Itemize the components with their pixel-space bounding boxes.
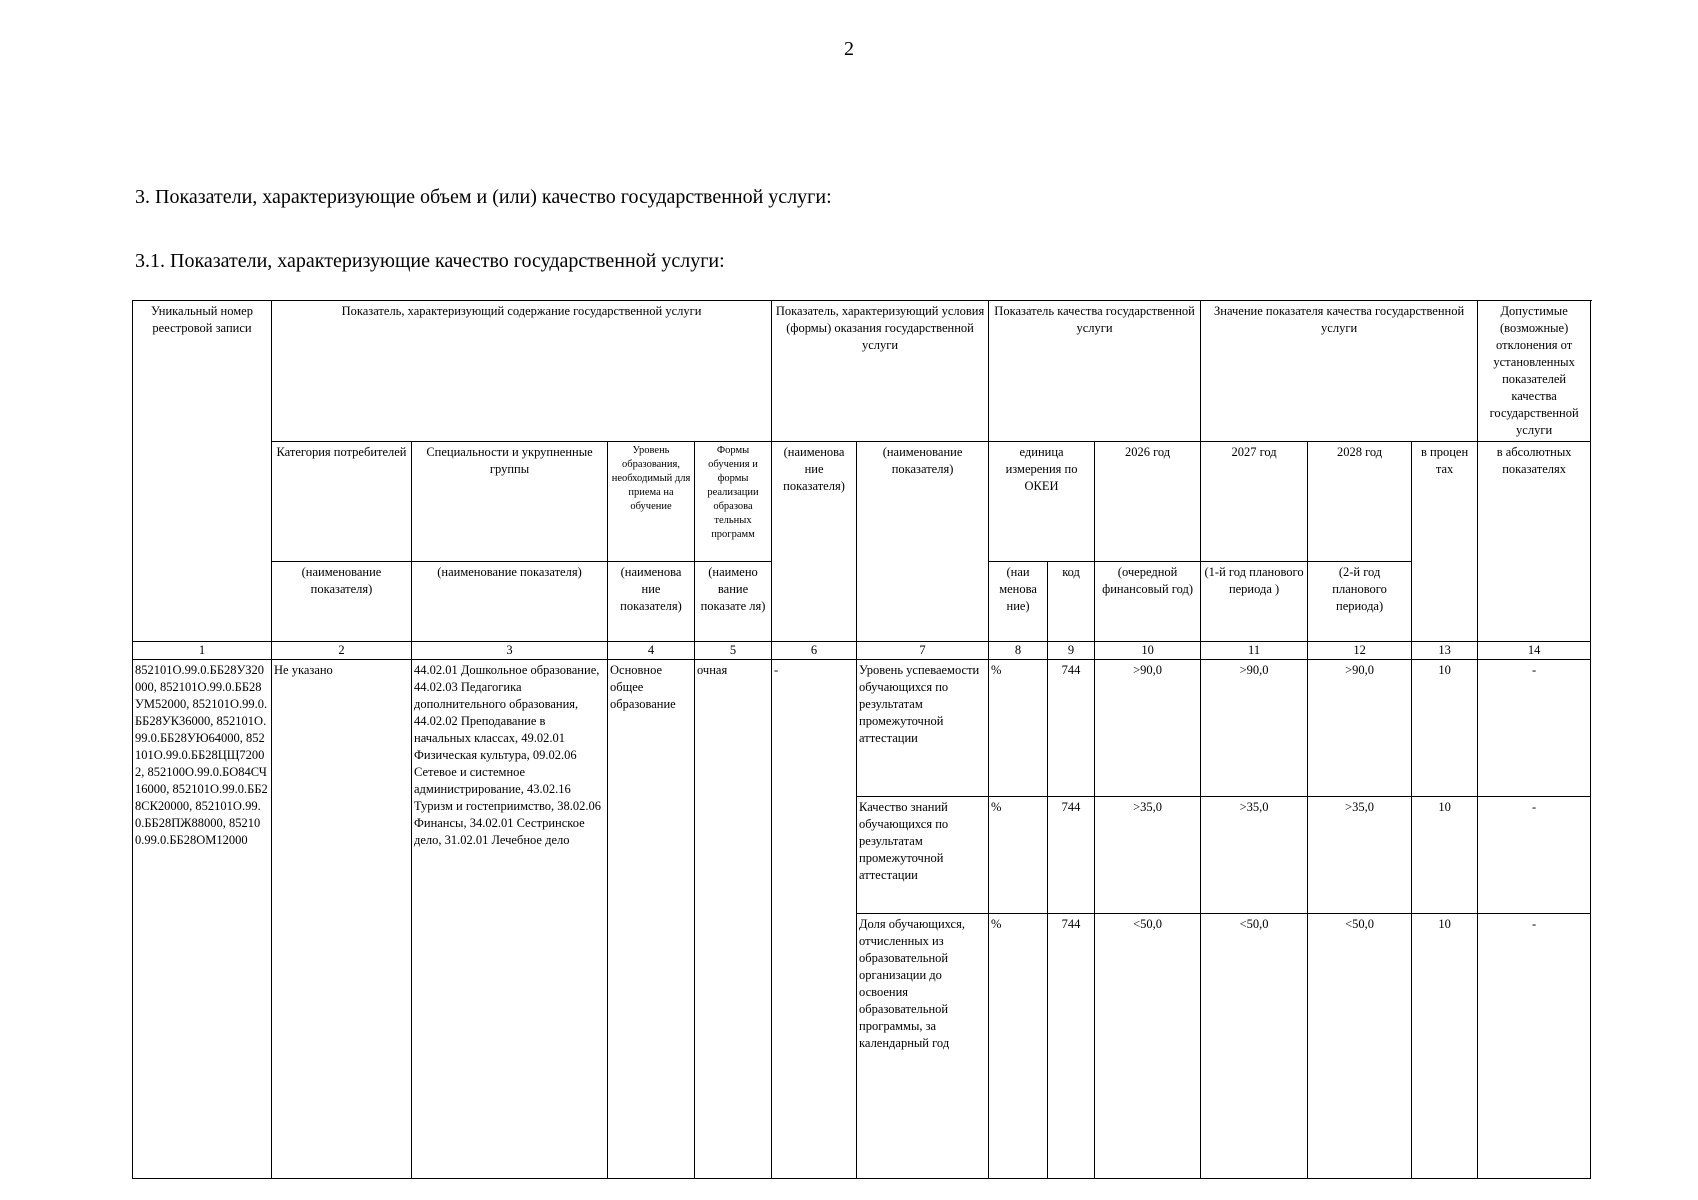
header-in-percent: в процен тах (1412, 442, 1478, 642)
value-2027: <50,0 (1201, 914, 1308, 1179)
value-2026: >90,0 (1095, 660, 1201, 797)
subheader-2026: (очередной финансовый год) (1095, 562, 1201, 642)
value-2027: >90,0 (1201, 660, 1308, 797)
subheader-category: (наименование показателя) (272, 562, 412, 642)
header-year-2026: 2026 год (1095, 442, 1201, 562)
header-unit: единица измерения по ОКЕИ (989, 442, 1095, 562)
section-heading-3-1: 3.1. Показатели, характеризующие качество государственной услуги: (135, 250, 725, 272)
header-content-group: Показатель, характеризующий содержание государственной услуги (272, 301, 772, 442)
col-number: 12 (1308, 642, 1412, 660)
col-number: 5 (695, 642, 772, 660)
education-form: очная (695, 660, 772, 1179)
header-forms: Формы обучения и формы реализации образова тельных программ (695, 442, 772, 562)
col-number: 10 (1095, 642, 1201, 660)
value-2028: >90,0 (1308, 660, 1412, 797)
subheader-level: (наименова ние показателя) (608, 562, 695, 642)
registry-numbers: 852101О.99.0.ББ28УЗ20000, 852101О.99.0.ББ28УМ52000, 852101О.99.0.ББ28УК36000, 852101О.99.0.ББ28УЮ64000, 852101О.99.0.ББ28ЦЩ72002, 852100О.99.0.БО84СЧ16000, 852101О.99.0.ББ28СК20000, 852101О.99.0.ББ28ПЖ88000, 852100.99.0.ББ28ОМ12000 (133, 660, 272, 1179)
header-col6-name: (наименова ние показателя) (772, 442, 857, 642)
unit-code: 744 (1048, 797, 1095, 914)
column-number-row (133, 642, 1591, 660)
value-2028: >35,0 (1308, 797, 1412, 914)
deviation-absolute: - (1478, 914, 1591, 1179)
subheader-specialties: (наименование показателя) (412, 562, 608, 642)
col6-value: - (772, 660, 857, 1179)
header-year-2027: 2027 год (1201, 442, 1308, 562)
unit-name: % (989, 797, 1048, 914)
value-2027: >35,0 (1201, 797, 1308, 914)
header-year-2028: 2028 год (1308, 442, 1412, 562)
col-number: 3 (412, 642, 608, 660)
consumer-category: Не указано (272, 660, 412, 1179)
deviation-percent: 10 (1412, 660, 1478, 797)
header-in-absolute: в абсолютных показателях (1478, 442, 1591, 642)
col-number: 6 (772, 642, 857, 660)
value-2026: <50,0 (1095, 914, 1201, 1179)
header-col7-name: (наименование показателя) (857, 442, 989, 642)
col-number: 14 (1478, 642, 1591, 660)
deviation-percent: 10 (1412, 797, 1478, 914)
deviation-absolute: - (1478, 660, 1591, 797)
col-number: 8 (989, 642, 1048, 660)
unit-name: % (989, 914, 1048, 1179)
section-heading-3: 3. Показатели, характеризующие объем и (или) качество государственной услуги: (135, 186, 832, 208)
unit-name: % (989, 660, 1048, 797)
indicator-name: Уровень успеваемости обучающихся по результатам промежуточной аттестации (857, 660, 989, 797)
value-2026: >35,0 (1095, 797, 1201, 914)
header-conditions-group: Показатель, характеризующий условия (формы) оказания государственной услуги (772, 301, 989, 442)
deviation-absolute: - (1478, 797, 1591, 914)
specialties-list: 44.02.01 Дошкольное образование, 44.02.03 Педагогика дополнительного образования, 44.02.02 Преподавание в начальных классах, 49.02.01 Физическая культура, 09.02.06 Сетевое и системное администрирование, 43.02.16 Туризм и гостеприимство, 38.02.06 Финансы, 34.02.01 Сестринское дело, 31.02.01 Лечебное дело (412, 660, 608, 1179)
col-number: 1 (133, 642, 272, 660)
subheader-unit-name: (наи менова ние) (989, 562, 1048, 642)
subheader-2028: (2-й год планового периода) (1308, 562, 1412, 642)
table-row (133, 660, 1591, 797)
page-number: 2 (844, 38, 854, 60)
header-unique-number: Уникальный номер реестровой записи (133, 301, 272, 642)
subheader-unit-code: код (1048, 562, 1095, 642)
unit-code: 744 (1048, 914, 1095, 1179)
col-number: 13 (1412, 642, 1478, 660)
col-number: 2 (272, 642, 412, 660)
col-number: 11 (1201, 642, 1308, 660)
subheader-2027: (1-й год планового периода ) (1201, 562, 1308, 642)
col-number: 4 (608, 642, 695, 660)
col-number: 7 (857, 642, 989, 660)
indicator-name: Доля обучающихся, отчисленных из образовательной организации до освоения образовательной программы, за календарный год (857, 914, 989, 1179)
col-number: 9 (1048, 642, 1095, 660)
value-2028: <50,0 (1308, 914, 1412, 1179)
header-quality-group: Показатель качества государственной услуги (989, 301, 1201, 442)
header-deviation-group: Допустимые (возможные) отклонения от установленных показателей качества государственной услуги (1478, 301, 1591, 442)
header-value-group: Значение показателя качества государственной услуги (1201, 301, 1478, 442)
header-level: Уровень образования, необходимый для приема на обучение (608, 442, 695, 562)
indicator-name: Качество знаний обучающихся по результатам промежуточной аттестации (857, 797, 989, 914)
education-level: Основное общее образование (608, 660, 695, 1179)
deviation-percent: 10 (1412, 914, 1478, 1179)
header-category: Категория потребителей (272, 442, 412, 562)
unit-code: 744 (1048, 660, 1095, 797)
quality-indicators-table (132, 300, 1591, 1179)
subheader-forms: (наимено вание показате ля) (695, 562, 772, 642)
header-specialties: Специальности и укрупненные группы (412, 442, 608, 562)
